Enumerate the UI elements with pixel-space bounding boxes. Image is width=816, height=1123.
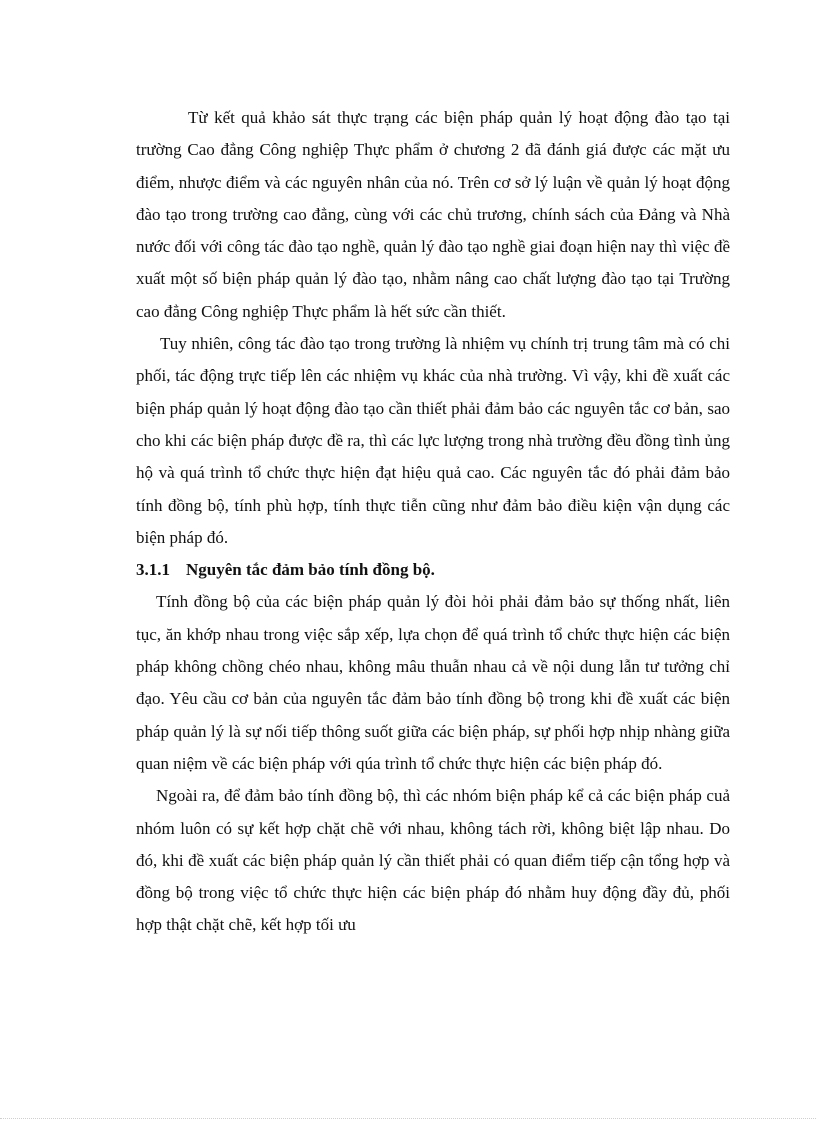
- principles-paragraph: Tuy nhiên, công tác đào tạo trong trường là nhiệm vụ chính trị trung tâm mà có chi phối, tác động trực tiếp lên các nhiệm vụ khác của nhà trường. Vì vậy, khi đề xuất các biện pháp quản lý hoạt động đào tạo cần thiết phải đảm bảo các nguyên tắc cơ bản, sao cho khi các biện pháp được đề ra, thì các lực lượng trong nhà trường đều đồng tình ủng hộ và quá trình tổ chức thực hiện đạt hiệu quả cao. Các nguyên tắc đó phải đảm bảo tính đồng bộ, tính phù hợp, tính thực tiễn cũng như đảm bảo điều kiện vận dụng các biện pháp đó.: [136, 334, 730, 547]
- section-number: 3.1.1: [136, 560, 170, 580]
- section-heading: [136, 554, 730, 586]
- page-bottom-rule: [0, 1118, 816, 1119]
- section-paragraph-1: Tính đồng bộ của các biện pháp quản lý đòi hỏi phải đảm bảo sự thống nhất, liên tục, ăn khớp nhau trong việc sắp xếp, lựa chọn để quá trình tổ chức thực hiện các biện pháp không chồng chéo nhau, không mâu thuẫn nhau cả về nội dung lẫn tư tưởng chỉ đạo. Yêu cầu cơ bản của nguyên tắc đảm bảo tính đồng bộ trong khi đề xuất các biện pháp quản lý là sự nối tiếp thông suốt giữa các biện pháp, sự phối hợp nhịp nhàng giữa quan niệm về các biện pháp với qúa trình tổ chức thực hiện các biện pháp đó.: [136, 592, 730, 773]
- intro-paragraph: Từ kết quả khảo sát thực trạng các biện pháp quản lý hoạt động đào tạo tại trường Cao đẳng Công nghiệp Thực phẩm ở chương 2 đã đánh giá được các mặt ưu điểm, nhược điểm và các nguyên nhân của nó. Trên cơ sở lý luận về quản lý hoạt động đào tạo trong trường cao đẳng, cùng với các chủ trương, chính sách của Đảng và Nhà nước đối với công tác đào tạo nghề, quản lý đào tạo nghề giai đoạn hiện nay thì việc đề xuất một số biện pháp quản lý đào tạo, nhằm nâng cao chất lượng đào tạo tại Trường cao đẳng Công nghiệp Thực phẩm là hết sức cần thiết.: [136, 108, 730, 321]
- section-paragraph-2: Ngoài ra, để đảm bảo tính đồng bộ, thì các nhóm biện pháp kể cả các biện pháp cuả nhóm luôn có sự kết hợp chặt chẽ với nhau, không tách rời, không biệt lập nhau. Do đó, khi đề xuất các biện pháp quản lý cần thiết phải có quan điểm tiếp cận tổng hợp và đồng bộ trong việc tổ chức thực hiện các biện pháp đó nhằm huy động đầy đủ, phối hợp thật chặt chẽ, kết hợp tối ưu: [136, 786, 730, 935]
- section-title: Nguyên tắc đảm bảo tính đồng bộ.: [186, 560, 435, 580]
- document-body: [136, 102, 730, 942]
